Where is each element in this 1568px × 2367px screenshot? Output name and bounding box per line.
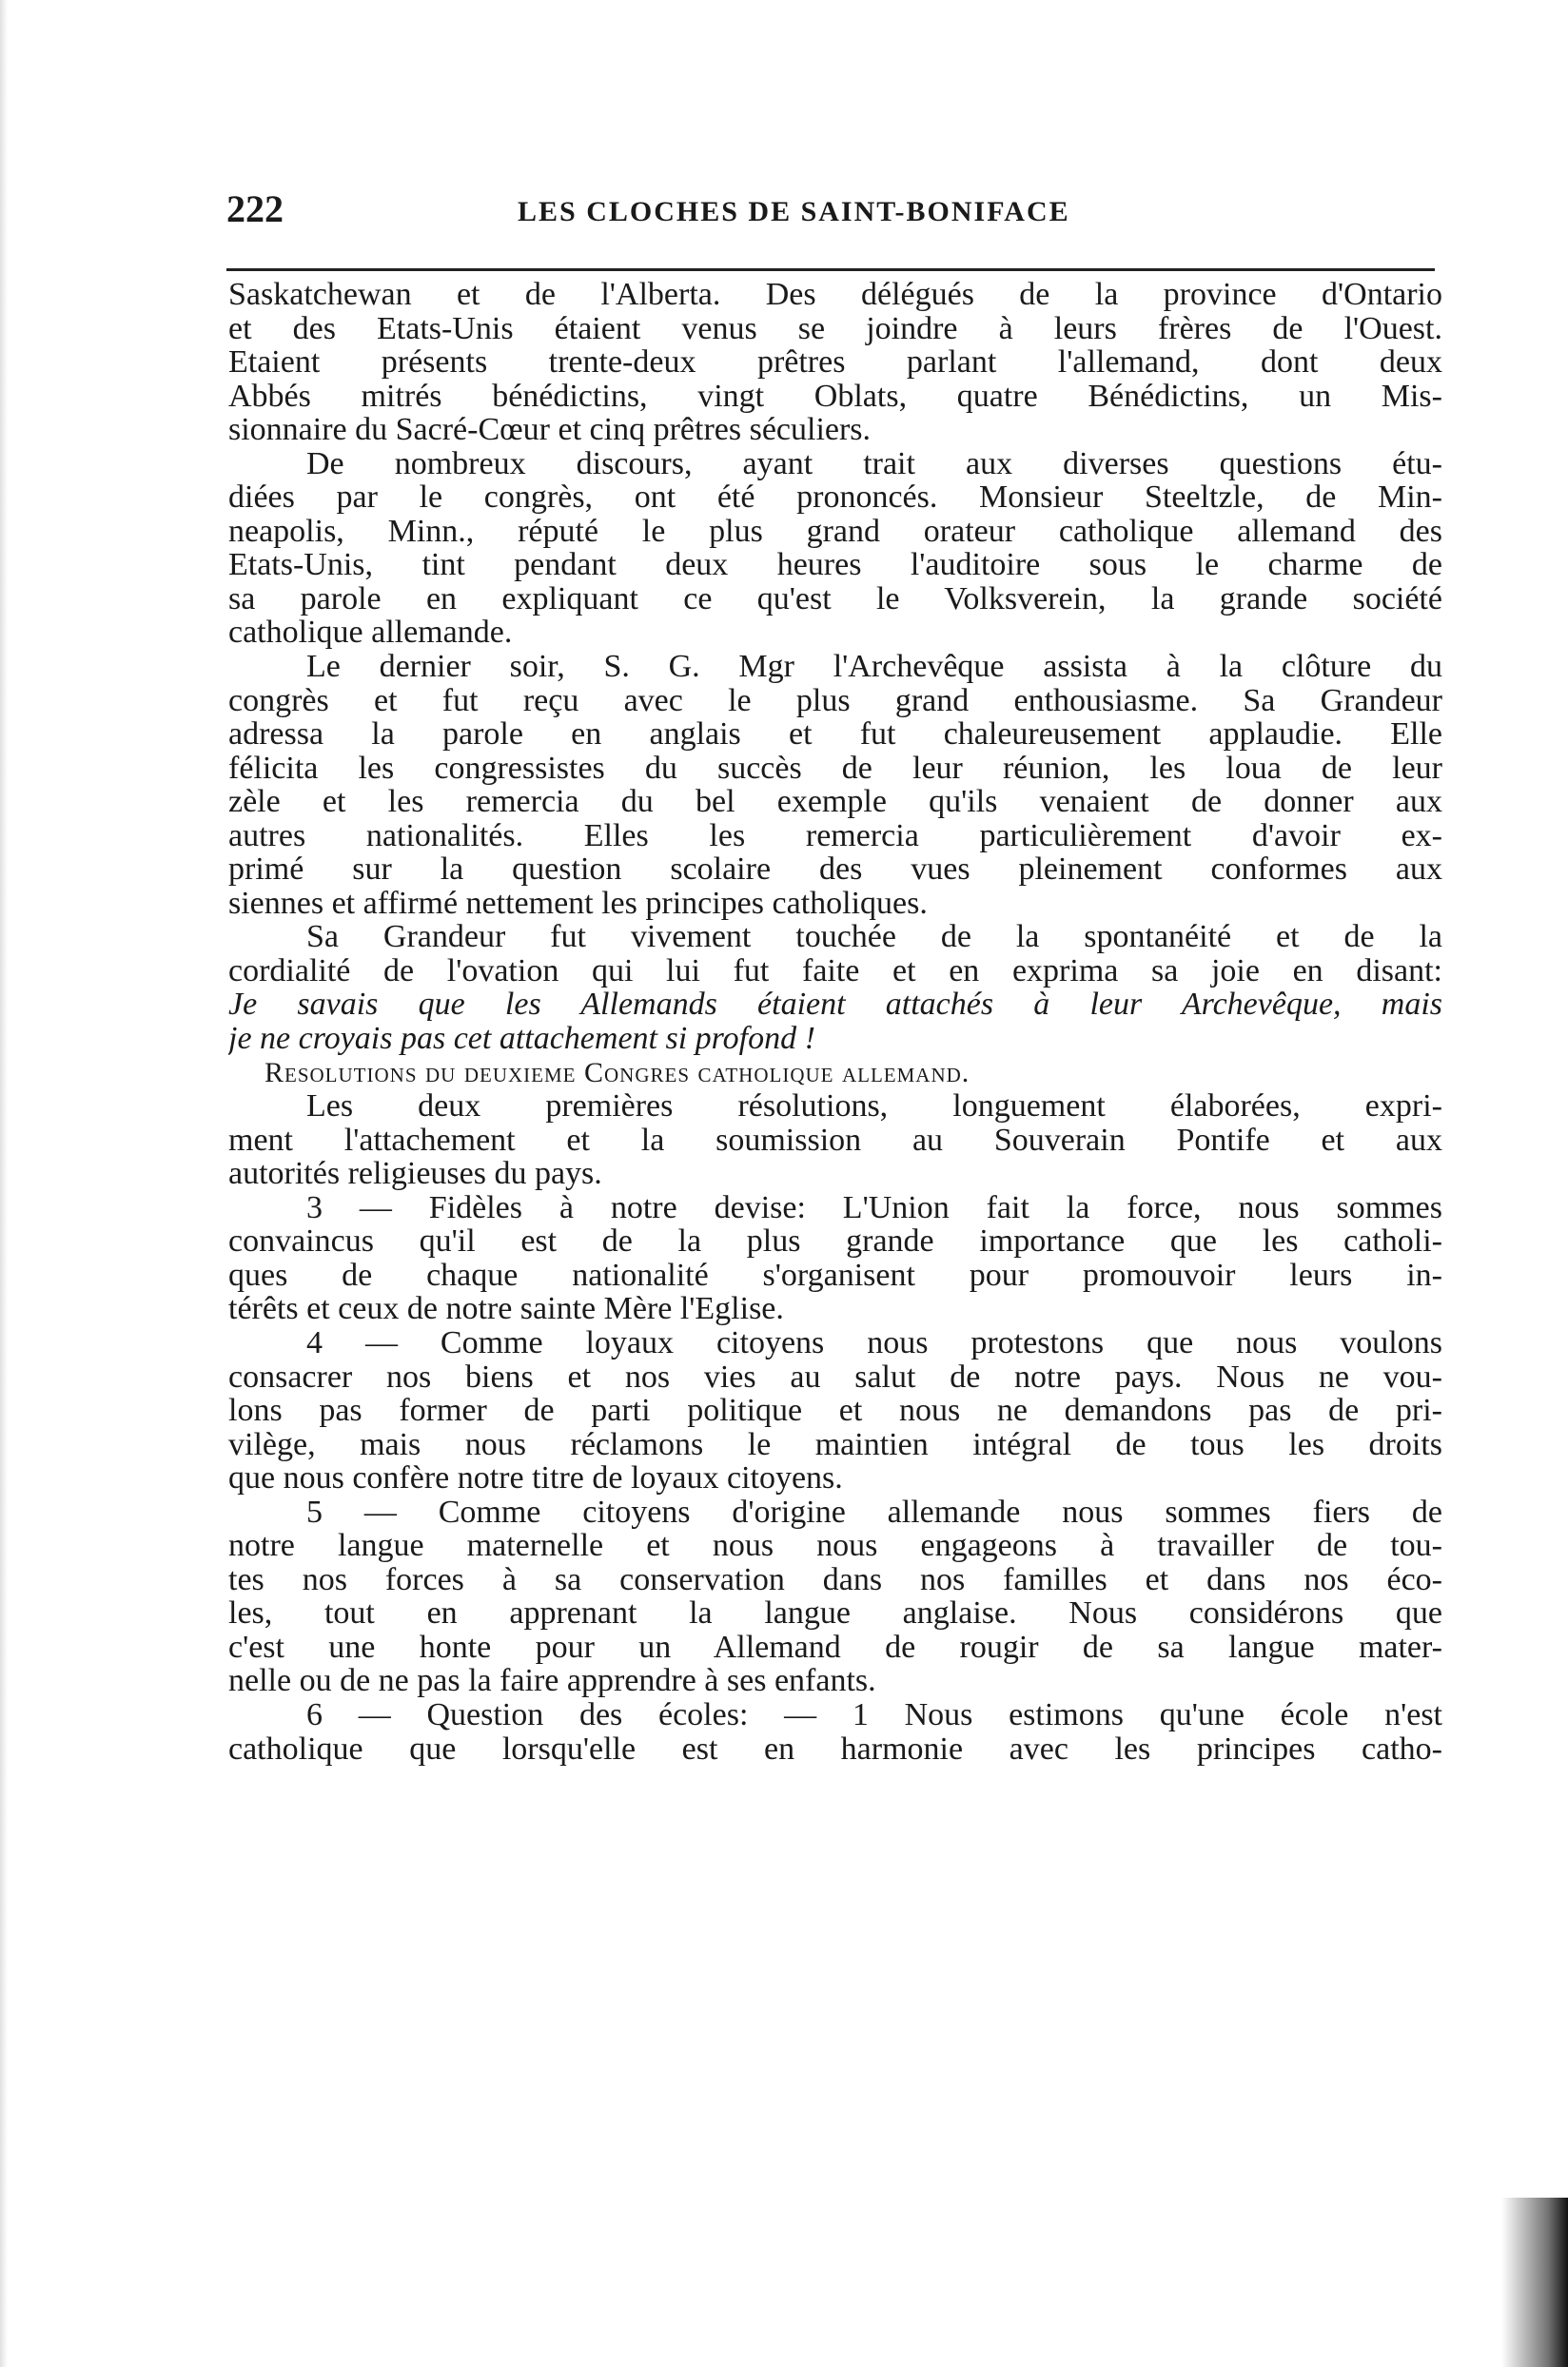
text-line: et des Etats-Unis étaient venus se joindre à leurs frères de l'Ouest. <box>228 311 1442 346</box>
text-line: Abbés mitrés bénédictins, vingt Oblats, quatre Bénédictins, un Mis- <box>228 379 1442 414</box>
text-line: Etaient présents trente-deux prêtres parlant l'allemand, dont deux <box>228 345 1442 380</box>
text-line: cordialité de l'ovation qui lui fut faite et en exprima sa joie en disant: <box>228 953 1442 988</box>
italic-quote: Je savais que les Allemands étaient attachés à leur Archevêque, mais <box>228 988 1442 1023</box>
text-line: tes nos forces à sa conservation dans nos familles et dans nos éco- <box>228 1562 1442 1597</box>
text-line: c'est une honte pour un Allemand de rougir de sa langue mater- <box>228 1630 1442 1665</box>
text-line <box>228 988 1442 1022</box>
text-line <box>228 1022 1442 1056</box>
italic-quote: je ne croyais pas cet attachement si profond ! <box>228 1022 815 1056</box>
text-line: sionnaire du Sacré-Cœur et cinq prêtres séculiers. <box>228 413 872 447</box>
text-line: Etats-Unis, tint pendant deux heures l'auditoire sous le charme de <box>228 548 1442 582</box>
running-head <box>226 183 1444 240</box>
text-line: primé sur la question scolaire des vues pleinement conformes aux <box>228 852 1442 887</box>
text-line: 5 — Comme citoyens d'origine allemande nous sommes fiers de <box>306 1495 1442 1530</box>
text-line: les, tout en apprenant la langue anglaise. Nous considérons que <box>228 1596 1442 1631</box>
header-rule <box>226 268 1435 271</box>
text-line: Le dernier soir, S. G. Mgr l'Archevêque assista à la clôture du <box>306 650 1442 684</box>
text-line: nelle ou de ne pas la faire apprendre à ses enfants. <box>228 1664 876 1698</box>
text-line: ment l'attachement et la soumission au Souverain Pontife et aux <box>228 1123 1442 1158</box>
text-line: 3 — Fidèles à notre devise: L'Union fait la force, nous sommes <box>306 1190 1442 1225</box>
text-line: 4 — Comme loyaux citoyens nous protestons que nous voulons <box>306 1325 1442 1360</box>
text-line: convaincus qu'il est de la plus grande importance que les catholi- <box>228 1224 1442 1259</box>
running-title: LES CLOCHES DE SAINT-BONIFACE <box>518 196 1070 227</box>
text-line: adressa la parole en anglais et fut chaleureusement applaudie. Elle <box>228 717 1442 752</box>
text-line: Sa Grandeur fut vivement touchée de la spontanéité et de la <box>306 920 1442 954</box>
text-line: catholique allemande. <box>228 616 513 651</box>
text-line: sa parole en expliquant ce qu'est le Volksverein, la grande société <box>228 581 1442 616</box>
text-line: vilège, mais nous réclamons le maintien intégral de tous les droits <box>228 1427 1442 1462</box>
text-line: Les deux premières résolutions, longuement élaborées, expri- <box>306 1089 1442 1124</box>
text-line: Saskatchewan et de l'Alberta. Des délégués de la province d'Ontario <box>228 278 1442 312</box>
text-line: diées par le congrès, ont été prononcés. Monsieur Steeltzle, de Min- <box>228 480 1442 515</box>
text-line: térêts et ceux de notre sainte Mère l'Eglise. <box>228 1292 784 1326</box>
binding-shadow <box>1501 2198 1568 2367</box>
text-line: congrès et fut reçu avec le plus grand enthousiasme. Sa Grandeur <box>228 683 1442 718</box>
text-line: ques de chaque nationalité s'organisent pour promouvoir leurs in- <box>228 1258 1442 1293</box>
text-line: autorités religieuses du pays. <box>228 1157 602 1191</box>
text-line: que nous confère notre titre de loyaux citoyens. <box>228 1461 843 1496</box>
text-line: notre langue maternelle et nous nous engageons à travailler de tou- <box>228 1529 1442 1563</box>
text-line: zèle et les remercia du bel exemple qu'ils venaient de donner aux <box>228 785 1442 819</box>
text-line: autres nationalités. Elles les remercia particulièrement d'avoir ex- <box>228 818 1442 853</box>
text-line: félicita les congressistes du succès de leur réunion, les loua de leur <box>228 751 1442 786</box>
text-line: neapolis, Minn., réputé le plus grand orateur catholique allemand des <box>228 514 1442 549</box>
text-line: consacrer nos biens et nos vies au salut de notre pays. Nous ne vou- <box>228 1360 1442 1395</box>
text-line: siennes et affirmé nettement les principes catholiques. <box>228 886 928 921</box>
text-line: De nombreux discours, ayant trait aux diverses questions étu- <box>306 446 1442 481</box>
page-edge-shadow <box>0 0 8 2367</box>
text-line: lons pas former de parti politique et nous ne demandons pas de pri- <box>228 1394 1442 1428</box>
section-heading: Resolutions du deuxieme Congres catholique allemand. <box>265 1056 970 1088</box>
page-number: 222 <box>226 187 284 230</box>
text-line: 6 — Question des écoles: — 1 Nous estimons qu'une école n'est <box>306 1697 1442 1732</box>
body-text <box>228 278 1442 1766</box>
text-line: catholique que lorsqu'elle est en harmonie avec les principes catho- <box>228 1731 1442 1767</box>
